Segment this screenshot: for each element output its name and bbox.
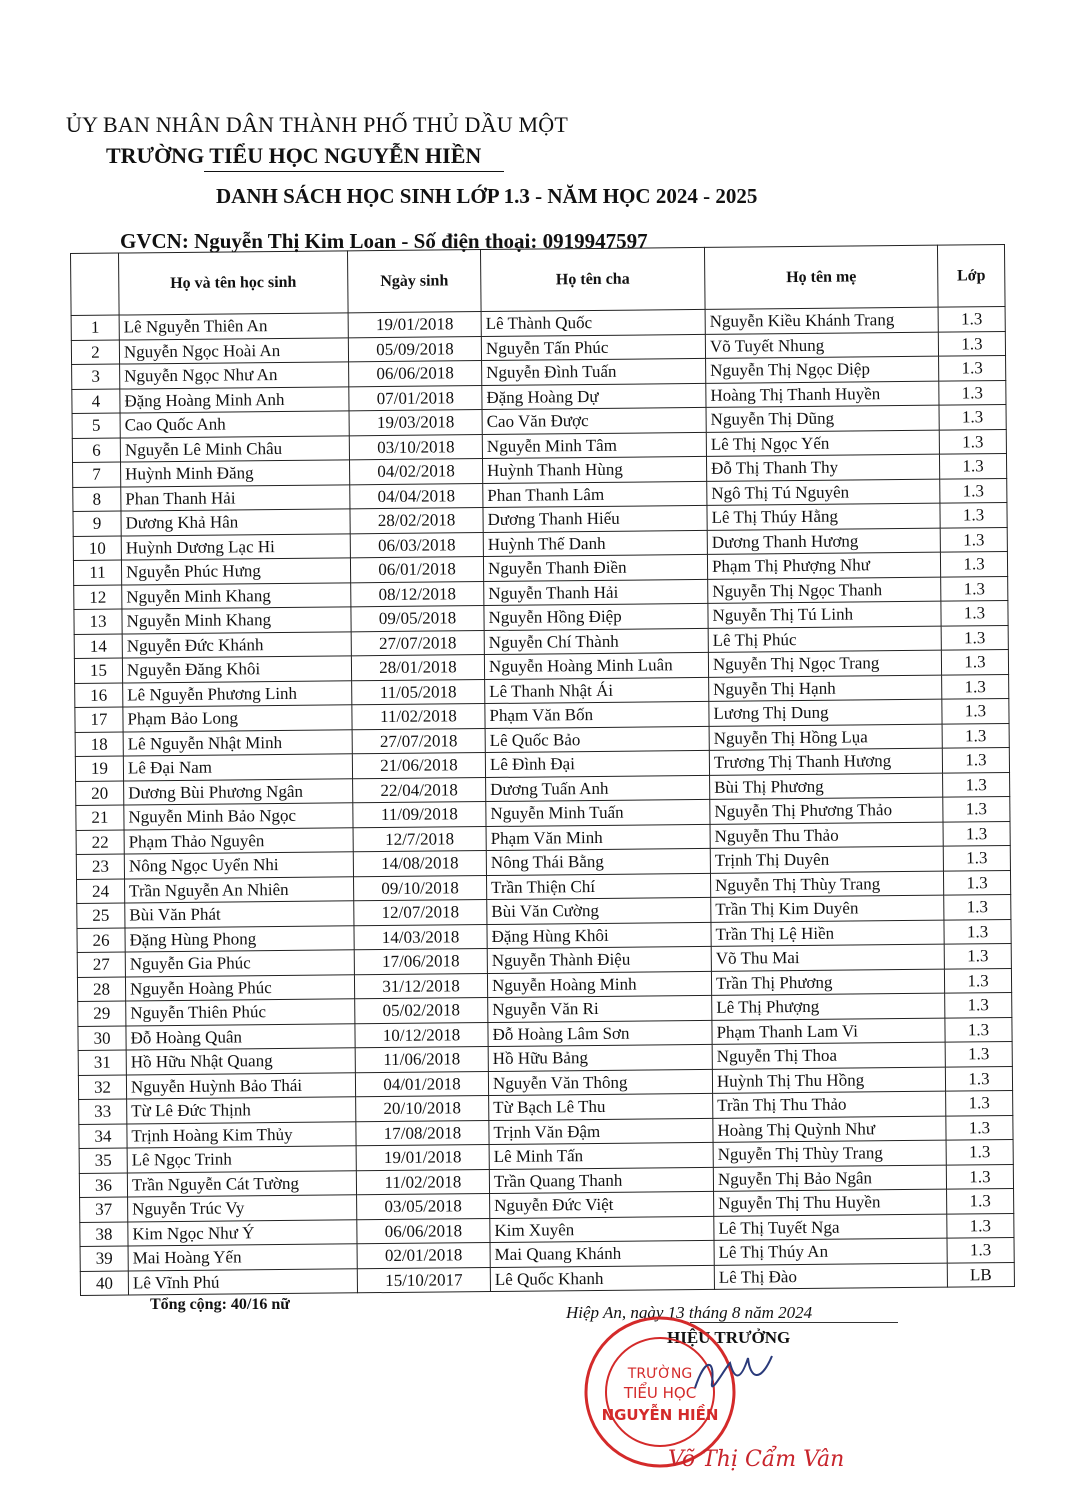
student-name: Nguyễn Minh Khang bbox=[122, 582, 351, 609]
row-index: 2 bbox=[71, 340, 119, 365]
father-name: Dương Tuấn Anh bbox=[486, 775, 710, 802]
father-name: Nguyễn Minh Tâm bbox=[482, 432, 706, 459]
row-index: 37 bbox=[80, 1197, 128, 1222]
class-code: 1.3 bbox=[946, 1139, 1013, 1164]
row-index: 7 bbox=[73, 462, 121, 487]
student-list-table bbox=[70, 244, 1015, 1296]
father-name: Đặng Hùng Khôi bbox=[487, 922, 711, 949]
class-code: 1.3 bbox=[938, 331, 1005, 356]
birth-date: 11/02/2018 bbox=[356, 1169, 489, 1195]
father-name: Nguyễn Thành Điệu bbox=[487, 946, 711, 973]
class-code: 1.3 bbox=[942, 699, 1009, 724]
row-index: 18 bbox=[75, 732, 123, 757]
birth-date: 05/02/2018 bbox=[355, 998, 488, 1024]
row-index: 40 bbox=[80, 1270, 128, 1295]
row-index: 5 bbox=[72, 413, 120, 438]
father-name: Trần Thiện Chí bbox=[486, 873, 710, 900]
student-name: Dương Khả Hân bbox=[121, 509, 350, 536]
homeroom-teacher-line: GVCN: Nguyễn Thị Kim Loan - Số điện thoại: 0919947597 bbox=[120, 229, 648, 253]
row-index: 26 bbox=[77, 928, 125, 953]
birth-date: 06/06/2018 bbox=[349, 361, 482, 387]
row-index: 16 bbox=[75, 683, 123, 708]
col-header-class: Lớp bbox=[937, 245, 1005, 308]
row-index: 34 bbox=[79, 1123, 127, 1148]
row-index: 14 bbox=[74, 634, 122, 659]
class-code: 1.3 bbox=[939, 405, 1006, 430]
student-name: Nguyễn Trúc Vy bbox=[128, 1195, 357, 1222]
class-code: 1.3 bbox=[939, 380, 1006, 405]
col-header-birth-date: Ngày sinh bbox=[347, 250, 481, 313]
class-code: 1.3 bbox=[945, 1066, 1012, 1091]
birth-date: 09/10/2018 bbox=[353, 875, 486, 901]
father-name: Hồ Hữu Bảng bbox=[488, 1044, 712, 1071]
father-name: Nguyễn Hồng Điệp bbox=[484, 603, 708, 630]
school-name bbox=[106, 143, 481, 169]
class-code: 1.3 bbox=[946, 1164, 1013, 1189]
class-code: 1.3 bbox=[942, 723, 1009, 748]
father-name: Nguyễn Hoàng Minh bbox=[487, 971, 711, 998]
row-index: 8 bbox=[73, 487, 121, 512]
father-name: Nông Thái Bằng bbox=[486, 848, 710, 875]
student-name: Đỗ Hoàng Quân bbox=[126, 1023, 355, 1050]
row-index: 32 bbox=[78, 1074, 126, 1099]
row-index: 20 bbox=[76, 781, 124, 806]
birth-date: 21/06/2018 bbox=[352, 753, 485, 779]
signature-stroke bbox=[695, 1356, 772, 1388]
birth-date: 09/05/2018 bbox=[351, 606, 484, 632]
birth-date: 04/04/2018 bbox=[350, 483, 483, 509]
mother-name: Đỗ Thị Thanh Thy bbox=[706, 454, 939, 481]
class-code: 1.3 bbox=[939, 356, 1006, 381]
student-name: Trần Nguyễn An Nhiên bbox=[125, 876, 354, 903]
mother-name: Lương Thị Dung bbox=[709, 699, 942, 726]
father-name: Cao Văn Được bbox=[482, 407, 706, 434]
birth-date: 05/09/2018 bbox=[348, 336, 481, 362]
class-code: 1.3 bbox=[939, 454, 1006, 479]
father-name: Nguyễn Văn Ri bbox=[488, 995, 712, 1022]
class-code: 1.3 bbox=[943, 870, 1010, 895]
class-code: 1.3 bbox=[940, 503, 1007, 528]
student-name: Nguyễn Thiên Phúc bbox=[126, 999, 355, 1026]
row-index: 22 bbox=[76, 830, 124, 855]
student-name: Nguyễn Huỳnh Bảo Thái bbox=[126, 1072, 355, 1099]
class-code: 1.3 bbox=[941, 601, 1008, 626]
row-index: 6 bbox=[72, 438, 120, 463]
mother-name: Trần Thị Lệ Hiền bbox=[711, 920, 944, 947]
student-name: Nguyễn Minh Khang bbox=[122, 607, 351, 634]
student-name: Bùi Văn Phát bbox=[125, 901, 354, 928]
birth-date: 27/07/2018 bbox=[352, 728, 485, 754]
student-name: Nguyễn Đăng Khôi bbox=[122, 656, 351, 683]
birth-date: 17/08/2018 bbox=[356, 1120, 489, 1146]
father-name: Đỗ Hoàng Lâm Sơn bbox=[488, 1020, 712, 1047]
class-code: 1.3 bbox=[946, 1115, 1013, 1140]
father-name: Nguyễn Văn Thông bbox=[488, 1069, 712, 1096]
class-code: 1.3 bbox=[940, 478, 1007, 503]
birth-date: 22/04/2018 bbox=[353, 777, 486, 803]
mother-name: Võ Thu Mai bbox=[711, 944, 944, 971]
birth-date: 20/10/2018 bbox=[356, 1096, 489, 1122]
class-code: 1.3 bbox=[943, 772, 1010, 797]
school-underline bbox=[204, 171, 504, 172]
father-name: Huỳnh Thế Danh bbox=[483, 530, 707, 557]
row-index: 3 bbox=[72, 364, 120, 389]
father-name: Nguyễn Đức Việt bbox=[490, 1191, 714, 1218]
student-name: Phạm Bảo Long bbox=[123, 705, 352, 732]
handwritten-signature bbox=[690, 1348, 780, 1398]
class-code: 1.3 bbox=[947, 1213, 1014, 1238]
student-name: Nguyễn Gia Phúc bbox=[125, 950, 354, 977]
row-index: 23 bbox=[76, 854, 124, 879]
father-name: Đặng Hoàng Dự bbox=[482, 383, 706, 410]
class-code: 1.3 bbox=[945, 1041, 1012, 1066]
class-code: 1.3 bbox=[940, 552, 1007, 577]
birth-date: 12/7/2018 bbox=[353, 826, 486, 852]
birth-date: 08/12/2018 bbox=[351, 581, 484, 607]
father-name: Lê Đình Đại bbox=[485, 750, 709, 777]
row-index: 10 bbox=[73, 536, 121, 561]
father-name: Nguyễn Tấn Phúc bbox=[481, 334, 705, 361]
class-code: 1.3 bbox=[944, 919, 1011, 944]
mother-name: Dương Thanh Hương bbox=[707, 528, 940, 555]
father-name: Nguyễn Thanh Hải bbox=[484, 579, 708, 606]
father-name: Phạm Văn Bốn bbox=[485, 701, 709, 728]
student-name: Nguyễn Phúc Hưng bbox=[121, 558, 350, 585]
stamp-line: NGUYỄN HIỀN bbox=[601, 1406, 719, 1424]
mother-name: Trịnh Thị Duyên bbox=[710, 846, 943, 873]
mother-name: Nguyễn Thị Phương Thảo bbox=[710, 797, 943, 824]
table-body bbox=[71, 307, 1014, 1296]
row-index: 29 bbox=[78, 1001, 126, 1026]
mother-name: Lê Thị Thúy Hằng bbox=[707, 503, 940, 530]
birth-date: 17/06/2018 bbox=[354, 949, 487, 975]
class-code: 1.3 bbox=[944, 894, 1011, 919]
father-name: Từ Bạch Lê Thu bbox=[489, 1093, 713, 1120]
class-code: 1.3 bbox=[946, 1090, 1013, 1115]
class-code: 1.3 bbox=[944, 943, 1011, 968]
mother-name: Nguyễn Thị Thoa bbox=[712, 1042, 945, 1069]
student-name: Nguyễn Ngọc Hoài An bbox=[119, 337, 348, 364]
mother-name: Trương Thị Thanh Hương bbox=[709, 748, 942, 775]
signer-name: Võ Thị Cẩm Vân bbox=[668, 1447, 845, 1472]
father-name: Dương Thanh Hiếu bbox=[483, 505, 707, 532]
father-name: Lê Quốc Khanh bbox=[490, 1265, 714, 1292]
class-code: 1.3 bbox=[944, 968, 1011, 993]
birth-date: 02/01/2018 bbox=[357, 1243, 490, 1269]
row-index: 24 bbox=[77, 879, 125, 904]
row-index: 15 bbox=[74, 658, 122, 683]
student-name: Lê Đại Nam bbox=[123, 754, 352, 781]
student-name: Nguyễn Lê Minh Châu bbox=[120, 435, 349, 462]
birth-date: 27/07/2018 bbox=[351, 630, 484, 656]
father-name: Lê Thành Quốc bbox=[481, 309, 705, 336]
class-code: 1.3 bbox=[943, 846, 1010, 871]
birth-date: 19/03/2018 bbox=[349, 410, 482, 436]
row-index: 1 bbox=[71, 315, 119, 340]
student-name: Lê Ngọc Trinh bbox=[127, 1146, 356, 1173]
birth-date: 07/01/2018 bbox=[349, 385, 482, 411]
row-index: 27 bbox=[77, 952, 125, 977]
birth-date: 06/06/2018 bbox=[357, 1218, 490, 1244]
row-index: 38 bbox=[80, 1221, 128, 1246]
mother-name: Nguyễn Thị Hạnh bbox=[709, 675, 942, 702]
row-index: 9 bbox=[73, 511, 121, 536]
row-index: 25 bbox=[77, 903, 125, 928]
class-code: 1.3 bbox=[940, 527, 1007, 552]
student-name: Cao Quốc Anh bbox=[120, 411, 349, 438]
father-name: Nguyễn Đình Tuấn bbox=[482, 358, 706, 385]
row-index: 17 bbox=[75, 707, 123, 732]
birth-date: 11/09/2018 bbox=[353, 802, 486, 828]
birth-date: 04/01/2018 bbox=[355, 1071, 488, 1097]
mother-name: Bùi Thị Phương bbox=[710, 773, 943, 800]
student-name: Nông Ngọc Uyển Nhi bbox=[124, 852, 353, 879]
student-name: Mai Hoàng Yến bbox=[128, 1244, 357, 1271]
birth-date: 14/03/2018 bbox=[354, 924, 487, 950]
total-count: Tổng cộng: 40/16 nữ bbox=[150, 1296, 290, 1313]
class-code: 1.3 bbox=[941, 625, 1008, 650]
father-name: Nguyễn Minh Tuấn bbox=[486, 799, 710, 826]
row-index: 35 bbox=[79, 1148, 127, 1173]
mother-name: Nguyễn Thị Bảo Ngân bbox=[713, 1165, 946, 1192]
mother-name: Trần Thị Kim Duyên bbox=[711, 895, 944, 922]
birth-date: 10/12/2018 bbox=[355, 1022, 488, 1048]
student-name: Trịnh Hoàng Kim Thủy bbox=[127, 1121, 356, 1148]
row-index: 31 bbox=[78, 1050, 126, 1075]
class-code: 1.3 bbox=[939, 429, 1006, 454]
father-name: Nguyễn Thanh Điền bbox=[483, 554, 707, 581]
student-name: Hồ Hữu Nhật Quang bbox=[126, 1048, 355, 1075]
class-code: 1.3 bbox=[941, 650, 1008, 675]
class-code: 1.3 bbox=[947, 1188, 1014, 1213]
mother-name: Nguyễn Thu Thảo bbox=[710, 822, 943, 849]
father-name: Huỳnh Thanh Hùng bbox=[482, 456, 706, 483]
mother-name: Võ Tuyết Nhung bbox=[705, 332, 938, 359]
row-index: 11 bbox=[73, 560, 121, 585]
mother-name: Phạm Thị Phượng Như bbox=[707, 552, 940, 579]
mother-name: Nguyễn Thị Ngọc Trang bbox=[708, 650, 941, 677]
birth-date: 14/08/2018 bbox=[353, 851, 486, 877]
class-code: 1.3 bbox=[938, 307, 1005, 332]
mother-name: Trần Thị Phương bbox=[711, 969, 944, 996]
mother-name: Lê Thị Ngọc Yến bbox=[706, 430, 939, 457]
birth-date: 04/02/2018 bbox=[349, 459, 482, 485]
mother-name: Ngô Thị Tú Nguyên bbox=[707, 479, 940, 506]
mother-name: Phạm Thanh Lam Vi bbox=[712, 1018, 945, 1045]
authority-heading: ỦY BAN NHÂN DÂN THÀNH PHỐ THỦ DẦU MỘT bbox=[66, 112, 568, 137]
table-header-row bbox=[71, 245, 1006, 316]
mother-name: Hoàng Thị Quỳnh Như bbox=[713, 1116, 946, 1143]
student-name: Huỳnh Dương Lạc Hi bbox=[121, 533, 350, 560]
mother-name: Lê Thị Đào bbox=[714, 1263, 947, 1290]
mother-name: Nguyễn Thị Ngọc Diệp bbox=[706, 356, 939, 383]
student-name: Nguyễn Đức Khánh bbox=[122, 631, 351, 658]
father-name: Phạm Văn Minh bbox=[486, 824, 710, 851]
mother-name: Nguyễn Thị Hồng Lụa bbox=[709, 724, 942, 751]
mother-name: Hoàng Thị Thanh Huyền bbox=[706, 381, 939, 408]
stamp-line: TIỂU HỌC bbox=[623, 1384, 697, 1402]
birth-date: 03/05/2018 bbox=[357, 1194, 490, 1220]
student-name: Nguyễn Minh Bảo Ngọc bbox=[124, 803, 353, 830]
father-name: Lê Minh Tấn bbox=[489, 1142, 713, 1169]
mother-name: Nguyễn Thị Thùy Trang bbox=[713, 1140, 946, 1167]
student-name: Phan Thanh Hải bbox=[121, 484, 350, 511]
class-code: 1.3 bbox=[943, 821, 1010, 846]
student-name: Từ Lê Đức Thịnh bbox=[127, 1097, 356, 1124]
student-name: Trần Nguyễn Cát Tường bbox=[127, 1170, 356, 1197]
mother-name: Nguyễn Thị Thùy Trang bbox=[710, 871, 943, 898]
student-name: Đặng Hoàng Minh Anh bbox=[120, 386, 349, 413]
col-header-index bbox=[71, 253, 120, 315]
mother-name: Nguyễn Thị Dũng bbox=[706, 405, 939, 432]
birth-date: 28/01/2018 bbox=[351, 655, 484, 681]
birth-date: 06/03/2018 bbox=[350, 532, 483, 558]
mother-name: Lê Thị Phượng bbox=[712, 993, 945, 1020]
mother-name: Lê Thị Phúc bbox=[708, 626, 941, 653]
student-name: Kim Ngọc Như Ý bbox=[128, 1219, 357, 1246]
birth-date: 15/10/2017 bbox=[357, 1267, 490, 1293]
student-name: Phạm Thảo Nguyên bbox=[124, 827, 353, 854]
mother-name: Nguyễn Thị Ngọc Thanh bbox=[708, 577, 941, 604]
principal-title: HIỆU TRƯỞNG bbox=[667, 1328, 791, 1347]
mother-name: Trần Thị Thu Thảo bbox=[713, 1091, 946, 1118]
father-name: Lê Thanh Nhật Ái bbox=[485, 677, 709, 704]
class-code: 1.3 bbox=[945, 992, 1012, 1017]
row-index: 12 bbox=[74, 585, 122, 610]
school-name-text: TRƯỜNG TIỂU HỌC NGUYỄN HIỀN bbox=[106, 143, 482, 168]
class-code: LB bbox=[947, 1262, 1014, 1287]
birth-date: 11/05/2018 bbox=[352, 679, 485, 705]
father-name: Mai Quang Khánh bbox=[490, 1240, 714, 1267]
class-code: 1.3 bbox=[947, 1237, 1014, 1262]
row-index: 36 bbox=[79, 1172, 127, 1197]
class-code: 1.3 bbox=[942, 674, 1009, 699]
birth-date: 19/01/2018 bbox=[356, 1145, 489, 1171]
row-index: 30 bbox=[78, 1025, 126, 1050]
document-title: DANH SÁCH HỌC SINH LỚP 1.3 - NĂM HỌC 2024 - 2025 bbox=[216, 184, 758, 208]
birth-date: 12/07/2018 bbox=[354, 900, 487, 926]
father-name: Lê Quốc Bảo bbox=[485, 726, 709, 753]
stamp-line: TRƯỜNG bbox=[627, 1366, 693, 1382]
row-index: 19 bbox=[75, 756, 123, 781]
birth-date: 28/02/2018 bbox=[350, 508, 483, 534]
birth-date: 06/01/2018 bbox=[350, 557, 483, 583]
class-code: 1.3 bbox=[943, 797, 1010, 822]
father-name: Bùi Văn Cường bbox=[487, 897, 711, 924]
class-code: 1.3 bbox=[945, 1017, 1012, 1042]
row-index: 39 bbox=[80, 1246, 128, 1271]
mother-name: Nguyễn Thị Tú Linh bbox=[708, 601, 941, 628]
class-code: 1.3 bbox=[941, 576, 1008, 601]
birth-date: 03/10/2018 bbox=[349, 434, 482, 460]
student-name: Dương Bùi Phương Ngân bbox=[124, 778, 353, 805]
col-header-father-name: Họ tên cha bbox=[480, 247, 705, 311]
row-index: 13 bbox=[74, 609, 122, 634]
student-name: Huỳnh Minh Đăng bbox=[121, 460, 350, 487]
col-header-student-name: Họ và tên học sinh bbox=[119, 251, 349, 315]
row-index: 4 bbox=[72, 389, 120, 414]
father-name: Nguyễn Chí Thành bbox=[484, 628, 708, 655]
birth-date: 11/02/2018 bbox=[352, 704, 485, 730]
student-name: Lê Vĩnh Phú bbox=[128, 1268, 357, 1295]
father-name: Kim Xuyên bbox=[490, 1216, 714, 1243]
mother-name: Huỳnh Thị Thu Hồng bbox=[712, 1067, 945, 1094]
father-name: Phan Thanh Lâm bbox=[483, 481, 707, 508]
student-name: Nguyễn Hoàng Phúc bbox=[125, 974, 354, 1001]
father-name: Trịnh Văn Đậm bbox=[489, 1118, 713, 1145]
mother-name: Nguyễn Thị Thu Huyền bbox=[714, 1189, 947, 1216]
row-index: 33 bbox=[79, 1099, 127, 1124]
signing-date: Hiệp An, ngày 13 tháng 8 năm 2024 bbox=[566, 1303, 813, 1322]
student-name: Lê Nguyễn Nhật Minh bbox=[123, 729, 352, 756]
col-header-mother-name: Họ tên mẹ bbox=[704, 245, 938, 309]
row-index: 21 bbox=[76, 805, 124, 830]
mother-name: Lê Thị Tuyết Nga bbox=[714, 1214, 947, 1241]
birth-date: 31/12/2018 bbox=[354, 973, 487, 999]
birth-date: 19/01/2018 bbox=[348, 312, 481, 338]
row-index: 28 bbox=[77, 977, 125, 1002]
mother-name: Lê Thị Thúy An bbox=[714, 1238, 947, 1265]
student-name: Nguyễn Ngọc Như An bbox=[120, 362, 349, 389]
student-name: Lê Nguyễn Thiên An bbox=[119, 313, 348, 340]
mother-name: Nguyễn Kiều Khánh Trang bbox=[705, 307, 938, 334]
student-name: Lê Nguyễn Phương Linh bbox=[123, 680, 352, 707]
father-name: Trần Quang Thanh bbox=[489, 1167, 713, 1194]
birth-date: 11/06/2018 bbox=[355, 1047, 488, 1073]
class-code: 1.3 bbox=[942, 748, 1009, 773]
student-name: Đặng Hùng Phong bbox=[125, 925, 354, 952]
father-name: Nguyễn Hoàng Minh Luân bbox=[484, 652, 708, 679]
